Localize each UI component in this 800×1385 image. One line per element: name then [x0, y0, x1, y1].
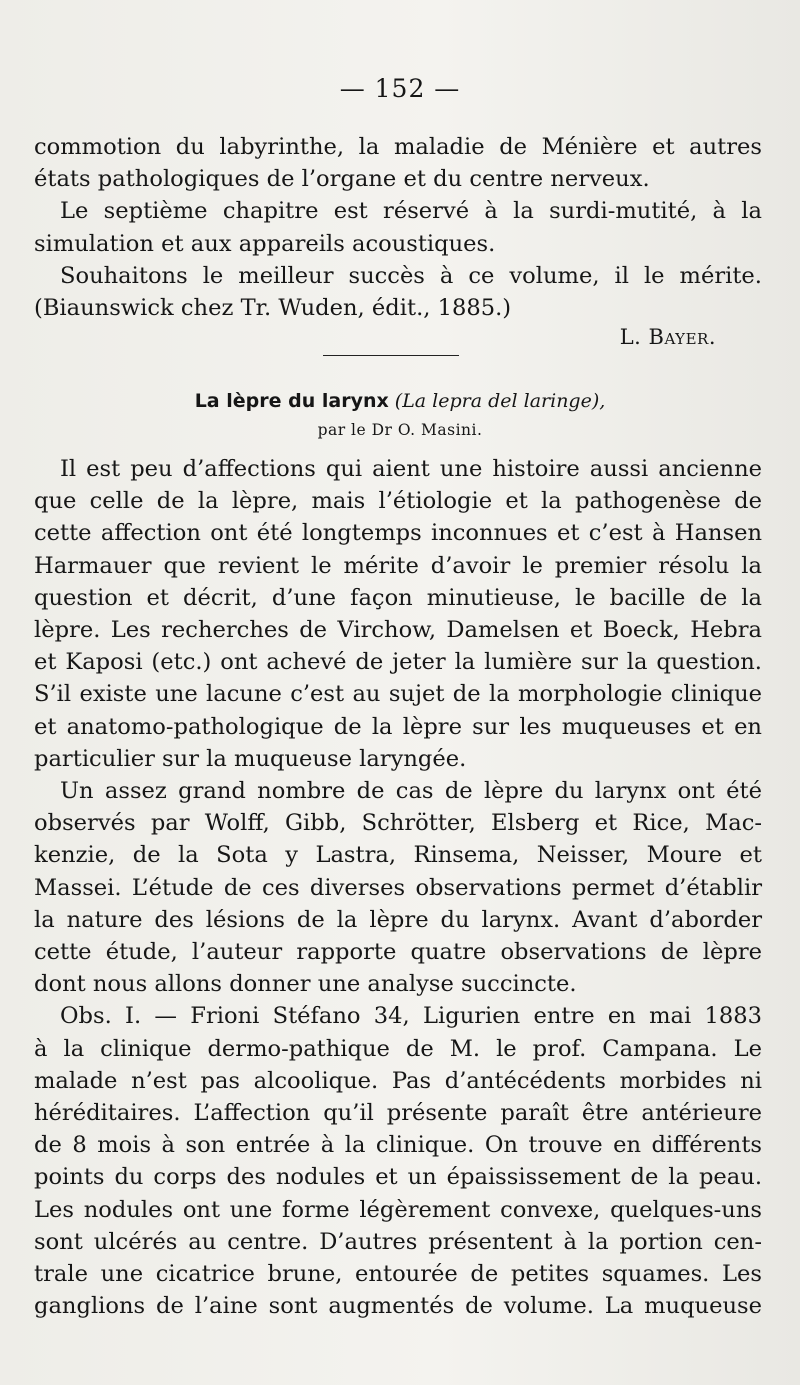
text-line: trale une cicatrice brune, entourée de petites squames. Les [34, 1261, 762, 1288]
text-line: de 8 mois à son entrée à la clinique. On trouve en différents [34, 1132, 762, 1159]
text-line: Un assez grand nombre de cas de lèpre du larynx ont été [60, 778, 762, 805]
article-body [34, 453, 762, 1322]
text-line: Souhaitons le meilleur succès à ce volume, il le mérite. [60, 262, 762, 289]
text-line: que celle de la lèpre, mais l’étiologie et la pathogenèse de [34, 488, 762, 515]
text-line: à la clinique dermo-pathique de M. le prof. Campana. Le [34, 1035, 762, 1062]
text-line: commotion du labyrinthe, la maladie de Ménière et autres [34, 134, 762, 160]
intro-text [34, 131, 762, 324]
text-line: sont ulcérés au centre. D’autres présentent à la portion cen- [34, 1228, 762, 1255]
section-divider [323, 355, 459, 356]
text-line: Il est peu d’affections qui aient une histoire aussi ancienne [60, 456, 762, 482]
page-number: — 152 — [339, 74, 461, 103]
article-title: La lèpre du larynx [194, 390, 389, 412]
text-line: et anatomo-pathologique de la lèpre sur les muqueuses et en [34, 713, 762, 740]
text-line: observés par Wolff, Gibb, Schrötter, Elsberg et Rice, Mac- [34, 810, 762, 837]
text-line: Obs. I. — Frioni Stéfano 34, Ligurien entre en mai 1883 [60, 1003, 762, 1030]
text-line: malade n’est pas alcoolique. Pas d’antécédents morbides ni [34, 1067, 762, 1094]
article-byline: par le Dr O. Masini. [317, 421, 483, 439]
text-line: simulation et aux appareils acoustiques. [34, 230, 496, 257]
text-line: Massei. L’étude de ces diverses observations permet d’établir [34, 874, 762, 901]
text-line: cette affection ont été longtemps inconnues et c’est à Hansen [34, 520, 762, 547]
text-line: (Biaunswick chez Tr. Wuden, édit., 1885.) [34, 295, 512, 322]
article-subtitle: (La lepra del laringe), [394, 390, 606, 412]
text-line: kenzie, de la Sota y Lastra, Rinsema, Neisser, Moure et [34, 842, 762, 869]
text-line: Les nodules ont une forme légèrement convexe, quelques-uns [34, 1196, 762, 1223]
text-line: Harmauer que revient le mérite d’avoir le premier résolu la [34, 552, 762, 579]
text-line: points du corps des nodules et un épaississement de la peau. [34, 1164, 762, 1191]
text-line: dont nous allons donner une analyse succincte. [34, 971, 577, 998]
text-line: question et décrit, d’une façon minutieuse, le bacille de la [34, 584, 762, 611]
review-signature: L. Bayer. [619, 325, 716, 349]
text-line: cette étude, l’auteur rapporte quatre observations de lèpre [34, 939, 762, 966]
text-line: ganglions de l’aine sont augmentés de volume. La muqueuse [34, 1293, 762, 1320]
text-line: et Kaposi (etc.) ont achevé de jeter la lumière sur la question. [34, 649, 762, 676]
text-line: S’il existe une lacune c’est au sujet de la morphologie clinique [34, 681, 762, 708]
text-line: lèpre. Les recherches de Virchow, Damelsen et Boeck, Hebra [34, 617, 762, 644]
text-line: particulier sur la muqueuse laryngée. [34, 745, 467, 772]
article-heading [0, 390, 800, 412]
text-line: Le septième chapitre est réservé à la surdi-mutité, à la [60, 198, 762, 225]
text-line: héréditaires. L’affection qu’il présente paraît être antérieure [34, 1100, 762, 1127]
text-line: la nature des lésions de la lèpre du larynx. Avant d’aborder [34, 906, 762, 933]
text-line: états pathologiques de l’organe et du centre nerveux. [34, 166, 650, 193]
